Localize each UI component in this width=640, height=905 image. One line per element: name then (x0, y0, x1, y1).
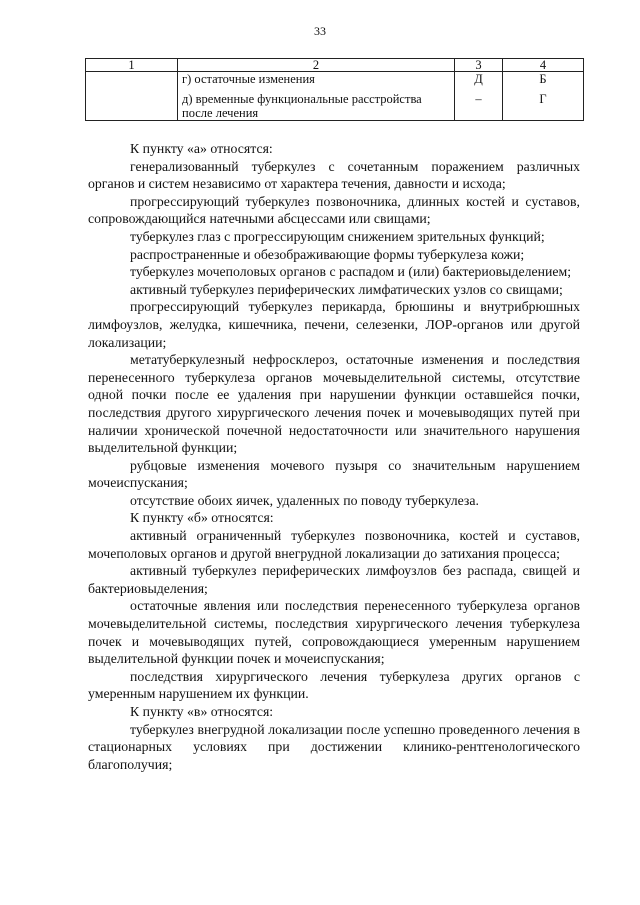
condition-g-text: г) остаточные изменения (182, 72, 315, 86)
paragraph: прогрессирующий туберкулез перикарда, брюшины и внутрибрюшных лимфоузлов, желудка, кишечника, печени, селезенки, ЛОР-органов или другой локализации; (88, 299, 580, 350)
table-row (86, 72, 584, 121)
paragraph: последствия хирургического лечения туберкулеза других органов с умеренным нарушением их функции. (88, 668, 580, 702)
paragraph: метатуберкулезный нефросклероз, остаточные изменения и последствия перенесенного туберкулеза органов мочевыделительной системы, отсутствие одной почки после ее удаления при нарушении функции оставшейся почки, последствия другого хирургического лечения почек и мочевыводящих путей при наличии хронической почечной недостаточности или значительного нарушения выделительной функции; (88, 352, 580, 456)
paragraph: К пункту «а» относятся: (130, 141, 273, 156)
paragraph: остаточные явления или последствия перенесенного туберкулеза органов мочевыделительной системы, последствия хирургического лечения туберкулеза почек и мочевыводящих путей, сопровождающиеся умеренным нарушением выделительной функции почек и мочеиспускания; (88, 598, 580, 667)
table-header-row (86, 59, 584, 72)
paragraph: рубцовые изменения мочевого пузыря со значительным нарушением мочеиспускания; (88, 457, 580, 491)
paragraph: распространенные и обезображивающие формы туберкулеза кожи; (130, 246, 525, 262)
condition-d-text: д) временные функциональные расстройства после лечения (182, 92, 422, 120)
paragraph: активный туберкулез периферических лимфатических узлов со свищами; (130, 281, 563, 297)
table-cell-condition (178, 72, 455, 121)
table-cell-category-col4 (503, 72, 584, 121)
paragraph: отсутствие обоих яичек, удаленных по поводу туберкулеза. (130, 492, 479, 508)
document-body (88, 140, 580, 773)
paragraph: прогрессирующий туберкулез позвоночника, длинных костей и суставов, сопровождающийся натечными абсцессами или свищами; (88, 193, 580, 227)
paragraph: активный туберкулез периферических лимфоузлов без распада, свищей и бактериовыделения; (88, 563, 580, 596)
table-header-col-3: 3 (455, 59, 503, 72)
category-d-col4: Г (539, 92, 547, 106)
paragraph: К пункту «в» относятся: (130, 704, 274, 719)
page-number: 33 (314, 24, 326, 38)
paragraph: туберкулез глаз с прогрессирующим снижением зрительных функций; (130, 228, 545, 244)
table-cell-category-col3 (455, 72, 503, 121)
paragraph: К пункту «б» относятся: (130, 510, 274, 526)
table-header-col-1: 1 (86, 59, 178, 72)
table-header-col-4: 4 (503, 59, 584, 72)
paragraph: генерализованный туберкулез с сочетанным поражением различных органов и систем независимо от характера течения, давности и исхода; (88, 158, 580, 192)
category-d-col3: – (475, 92, 482, 106)
table-header-col-2: 2 (178, 59, 455, 72)
paragraph: туберкулез мочеполовых органов с распадом и (или) бактериовыделением; (130, 264, 572, 280)
category-g-col4: Б (539, 72, 547, 86)
disease-schedule-table (85, 58, 584, 121)
paragraph: активный ограниченный туберкулез позвоночника, костей и суставов, мочеполовых органов и другой внегрудной локализации до затихания процесса; (88, 528, 580, 561)
table-cell-article (86, 72, 178, 121)
category-g-col3: Д (474, 72, 483, 86)
paragraph: туберкулез внегрудной локализации после успешно проведенного лечения в стационарных условиях при достижении клинико-рентгенологического благополучия; (88, 721, 580, 772)
